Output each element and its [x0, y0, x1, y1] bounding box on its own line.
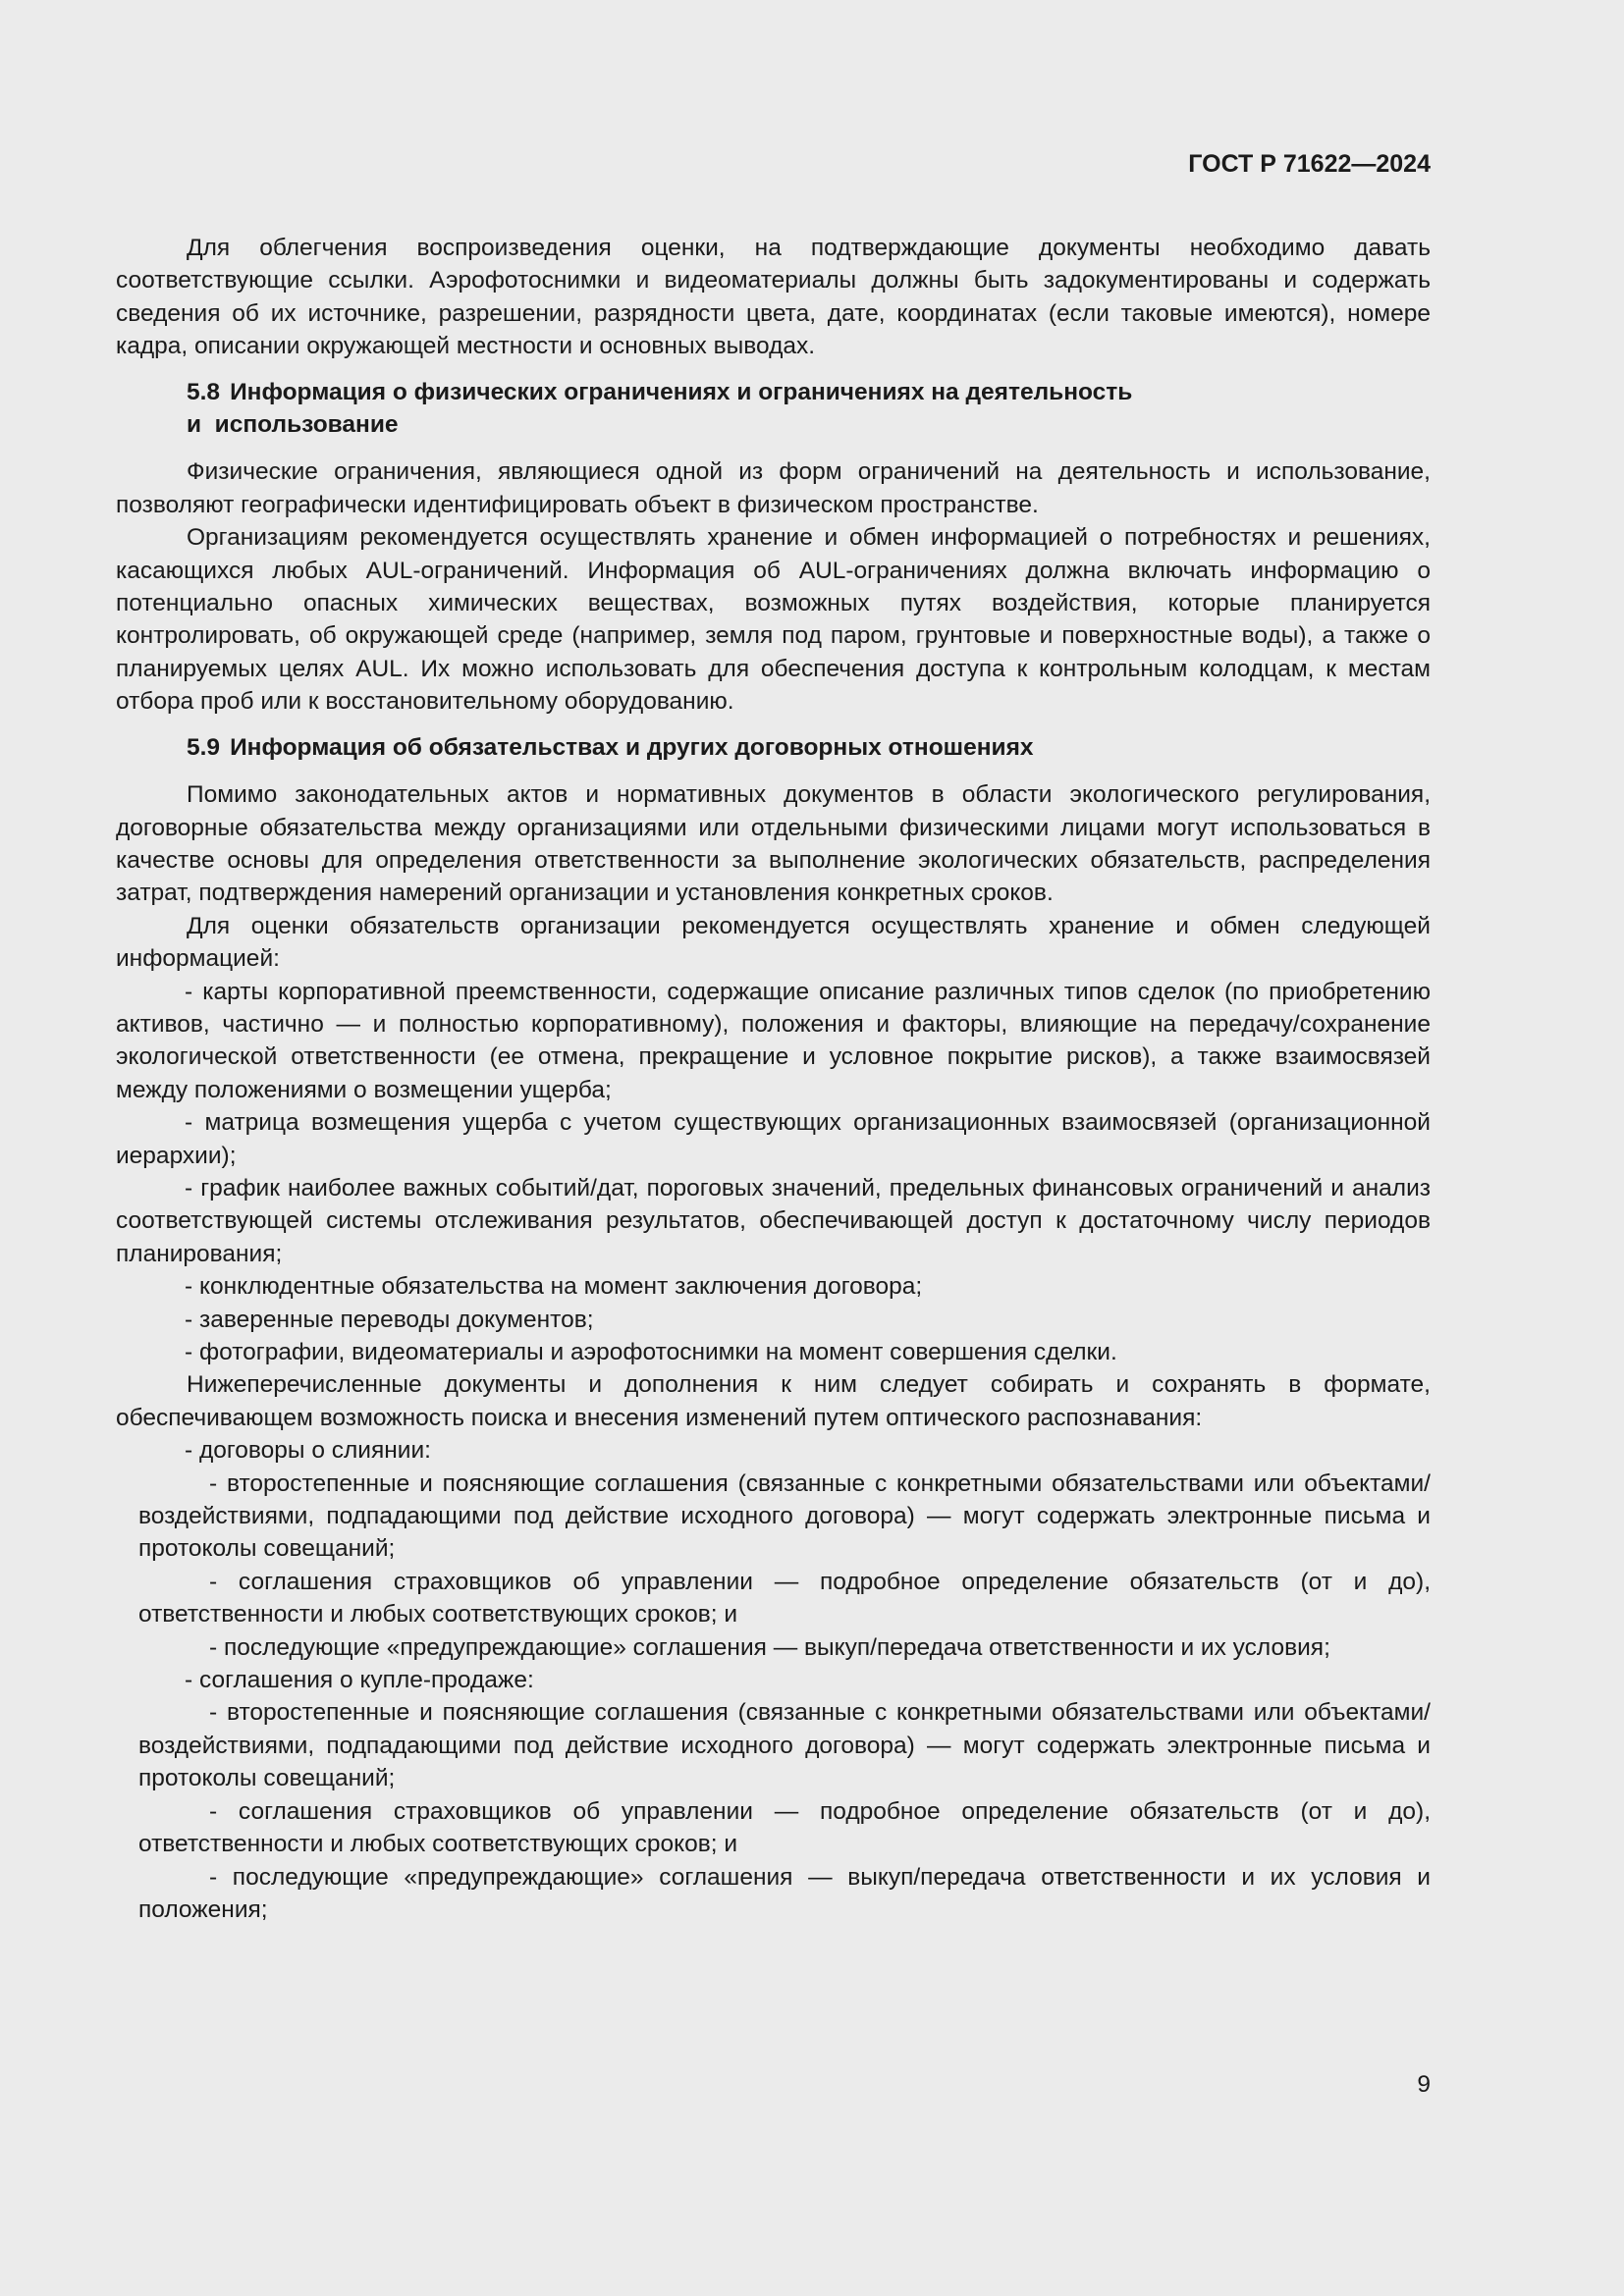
page-number: 9	[1417, 2071, 1431, 2098]
sub-list-item: - соглашения страховщиков об управлении — подробное определение обязательств (от и до), ответственности и любых соответствующих сроков; и	[138, 1568, 1431, 1629]
list-item-sale-agreements: - соглашения о купле-продаже:	[185, 1667, 534, 1694]
section-title-continued: и использование	[187, 411, 399, 439]
list-item: - график наиболее важных событий/дат, пороговых значений, предельных финансовых ограничений и анализ соответствующей системы отслеживания результатов, обеспечивающей доступ к достаточному числу периодов планирования;	[116, 1174, 1431, 1267]
paragraph: Нижеперечисленные документы и дополнения к ним следует собирать и сохранять в формате, обеспечивающем возможность поиска и внесения изменений путем оптического распознавания:	[116, 1371, 1431, 1431]
section-title: Информация об обязательствах и других договорных отношениях	[230, 733, 1034, 761]
intro-paragraph: Для облегчения воспроизведения оценки, на подтверждающие документы необходимо давать соответствующие ссылки. Аэрофотоснимки и видеоматериалы должны быть задокументированы и содержать сведения об их источнике, разрешении, разрядности цвета, дате, координатах (если таковые имеются), номере кадра, описании окружающей местности и основных выводах.	[116, 235, 1431, 360]
sub-list-item: - последующие «предупреждающие» соглашения — выкуп/передача ответственности и их условия;	[209, 1633, 1330, 1661]
sub-list-item: - второстепенные и поясняющие соглашения (связанные с конкретными обязательствами или объектами/воздействиями, подпадающими под действие исходного договора) — могут содержать электронные письма и протоколы совещаний;	[138, 1699, 1431, 1792]
standard-code: ГОСТ Р 71622—2024	[1188, 150, 1431, 178]
paragraph: Физические ограничения, являющиеся одной из форм ограничений на деятельность и использование, позволяют географически идентифицировать объект в физическом пространстве.	[116, 458, 1431, 518]
list-item: - заверенные переводы документов;	[185, 1306, 594, 1333]
list-item: - конклюдентные обязательства на момент заключения договора;	[185, 1273, 923, 1301]
section-number: 5.8	[187, 378, 221, 405]
sub-list-item: - соглашения страховщиков об управлении — подробное определение обязательств (от и до), ответственности и любых соответствующих сроков; и	[138, 1797, 1431, 1858]
document-body	[116, 232, 1431, 1926]
sub-list-item: - последующие «предупреждающие» соглашения — выкуп/передача ответственности и их условия и положения;	[138, 1863, 1431, 1923]
paragraph: Помимо законодательных актов и нормативных документов в области экологического регулирования, договорные обязательства между организациями или отдельными физическими лицами могут использоваться в качестве основы для определения ответственности за выполнение экологических обязательств, распределения затрат, подтверждения намерений организации и установления конкретных сроков.	[116, 781, 1431, 907]
section-5-8-heading	[187, 376, 1431, 442]
section-title: Информация о физических ограничениях и ограничениях на деятельность	[230, 378, 1133, 405]
section-number: 5.9	[187, 733, 221, 761]
list-item-merger-agreements: - договоры о слиянии:	[185, 1437, 431, 1465]
list-item: - матрица возмещения ущерба с учетом существующих организационных взаимосвязей (организационной иерархии);	[116, 1109, 1431, 1169]
paragraph: Организациям рекомендуется осуществлять хранение и обмен информацией о потребностях и решениях, касающихся любых AUL-ограничений. Информация об AUL-ограничениях должна включать информацию о потенциально опасных химических веществах, возможных путях воздействия, которые планируется контролировать, об окружающей среде (например, земля под паром, грунтовые и поверхностные воды), а также о планируемых целях AUL. Их можно использовать для обеспечения доступа к контрольным колодцам, к местам отбора проб или к восстановительному оборудованию.	[116, 524, 1431, 716]
list-item: - карты корпоративной преемственности, содержащие описание различных типов сделок (по приобретению активов, частично — и полностью корпоративному), положения и факторы, влияющие на передачу/сохранение экологической ответственности (ее отмена, прекращение и условное покрытие рисков), а также взаимосвязей между положениями о возмещении ущерба;	[116, 978, 1431, 1103]
section-5-9-heading	[187, 731, 1431, 764]
list-item: - фотографии, видеоматериалы и аэрофотоснимки на момент совершения сделки.	[185, 1339, 1117, 1365]
paragraph: Для оценки обязательств организации рекомендуется осуществлять хранение и обмен следующей информацией:	[116, 912, 1431, 973]
sub-list-item: - второстепенные и поясняющие соглашения (связанные с конкретными обязательствами или объектами/воздействиями, подпадающими под действие исходного договора) — могут содержать электронные письма и протоколы совещаний;	[138, 1469, 1431, 1563]
